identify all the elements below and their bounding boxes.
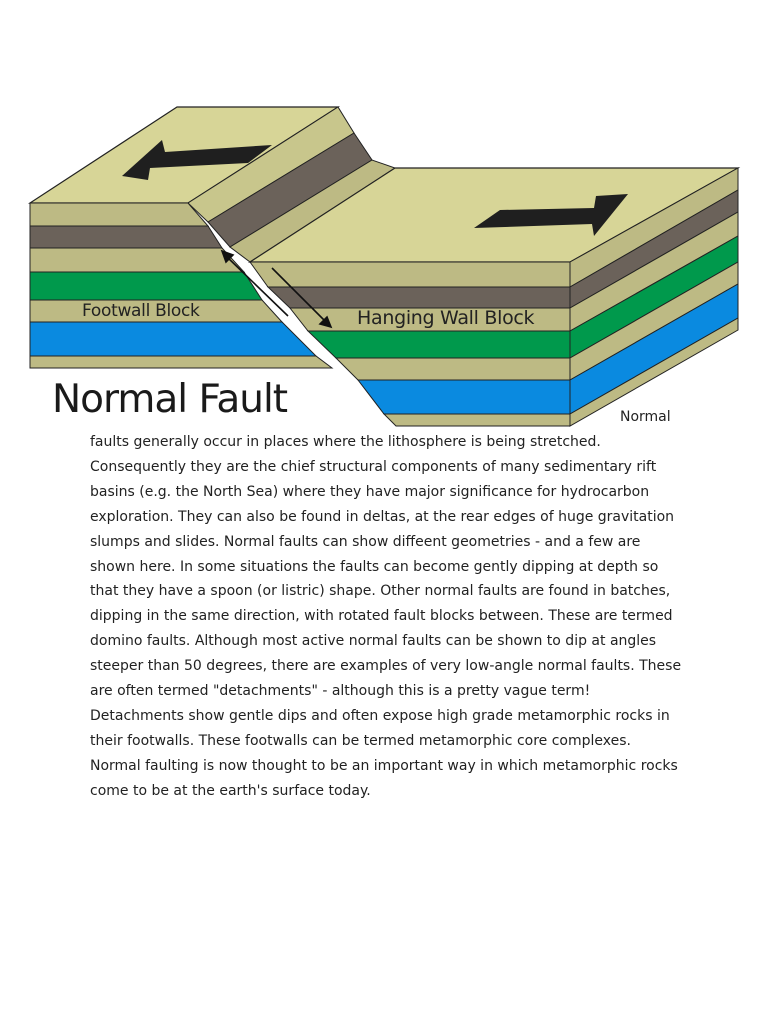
- normal-fault-diagram: [0, 0, 768, 430]
- hanging-wall-block-label: Hanging Wall Block: [357, 307, 535, 329]
- footwall-block-label: Footwall Block: [82, 301, 200, 321]
- diagram-title: Normal Fault: [52, 377, 288, 422]
- paragraph-lead-word: Normal: [620, 409, 671, 425]
- body-paragraph: faults generally occur in places where the lithosphere is being stretched. Consequently they are the chief structural components of many sedimentary rift basins (e.g. the North Sea) where they have major significance for hydrocarbon exploration. They can also be found in deltas, at the rear edges of huge gravitation slumps and slides. Normal faults can show diffeent geometries - and a few are shown here. In some situations the faults can become gently dipping at depth so that they have a spoon (or listric) shape. Other normal faults are found in batches, dipping in the same direction, with rotated fault blocks between. These are termed domino faults. Although most active normal faults can be shown to dip at angles steeper than 50 degrees, there are examples of very low-angle normal faults. These are often termed "detachments" - although this is a pretty vague term! Detachments show gentle dips and often expose high grade metamorphic rocks in their footwalls. These footwalls can be termed metamorphic core complexes. Normal faulting is now thought to be an important way in which metamorphic rocks come to be at the earth's surface today.: [90, 434, 682, 799]
- block-diagram-svg: [0, 0, 768, 430]
